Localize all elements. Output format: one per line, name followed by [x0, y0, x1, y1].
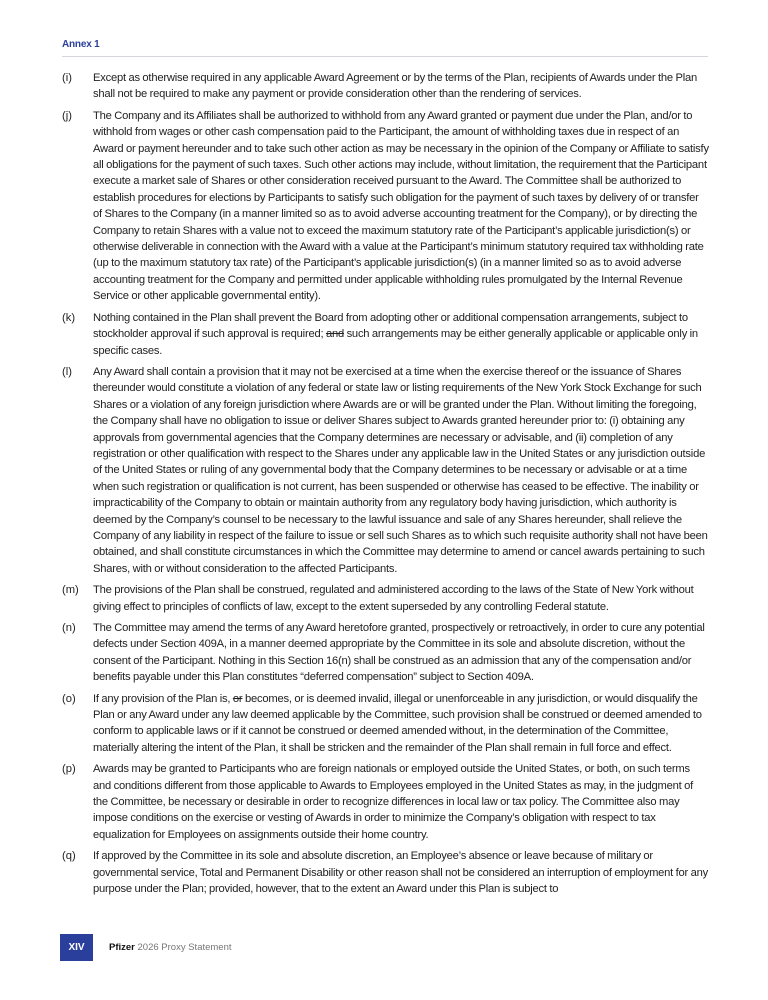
header-divider [62, 56, 708, 57]
clause-text [93, 691, 710, 757]
clause-q [62, 848, 710, 897]
page-footer [60, 934, 232, 961]
struck-word: or [232, 692, 243, 705]
clause-label: (l) [62, 365, 72, 378]
document-body [62, 70, 710, 903]
clause-text: Any Award shall contain a provision that it may not be exercised at a time when the exercise thereof or the issuance of Shares thereunder would constitute a violation of any federal or state law or listing requirements of the New York Stock Exchange for such Shares or a violation of any foreign jurisdiction where Awards are or will be granted under the Plan. Without limiting the foregoing, the Company shall have no obligation to issue or deliver Shares subject to Awards granted hereunder prior to: (i) obtaining any approvals from governmental agencies that the Company determines are necessary or advisable, and (ii) completion of any registration or other qualification with respect to the Shares under any applicable law in the United States or any jurisdiction outside of the United States or ruling of any governmental body that the Company determines to be necessary or advisable or at a time when such registration or qualification is not current, has been suspended or otherwise has ceased to be effective. The inability or impracticability of the Company to obtain or maintain authority from any regulatory body having jurisdiction, which authority is deemed by the Company’s counsel to be necessary to the lawful issuance and sale of any Shares hereunder, shall relieve the Company of any liability in respect of the failure to issue or sell such Shares as to which such requisite authority shall not have been obtained, and shall constitute circumstances in which the Committee may determine to amend or cancel awards pertaining to such Shares, with or without consideration to the affected Participants. [93, 365, 708, 575]
clause-o [62, 691, 710, 757]
clause-l [62, 364, 710, 577]
clause-label: (o) [62, 692, 76, 705]
clause-text-after: such arrangements may be either generally applicable or applicable only in specific cases. [93, 328, 698, 357]
clause-text: The Committee may amend the terms of any Award heretofore granted, prospectively or retroactively, in order to cure any potential defects under Section 409A, in a manner deemed appropriate by the Committee in its sole and absolute discretion, without the consent of the Participant. Nothing in this Section 16(n) shall be construed as an admission that any of the compensation and/or benefits payable under this Plan constitutes “deferred compensation” subject to Section 409A. [93, 622, 705, 684]
clause-i [62, 70, 710, 103]
clause-label: (k) [62, 311, 76, 324]
page-header [62, 39, 708, 57]
footer-doc-title [109, 942, 232, 953]
clause-j [62, 108, 710, 305]
section-title: Annex 1 [62, 39, 100, 50]
clause-label: (i) [62, 72, 72, 84]
clause-text: The provisions of the Plan shall be construed, regulated and administered according to the laws of the State of New York without giving effect to principles of conflicts of law, except to the extent superseded by any controlling Federal statute. [93, 584, 694, 613]
clause-label: (m) [62, 584, 79, 597]
clause-text: The Company and its Affiliates shall be authorized to withhold from any Award granted or payment due under the Plan, and/or to withhold from wages or other cash compensation paid to the Participant, the amount of withholding taxes due in respect of an Award or payment hereunder and to take such other action as may be necessary in the opinion of the Company or Affiliate to satisfy all obligations for the payment of such taxes. Such other actions may include, without limitation, the requirement that the Participant execute a market sale of Shares or other consideration received pursuant to the Award. The Committee shall be authorized to establish procedures for elections by Participants to satisfy such obligation for the payment of such taxes by delivery of or transfer of Shares to the Company (in a manner limited so as to avoid adverse accounting treatment for the Company), or by directing the Company to retain Shares with a value not to exceed the maximum statutory rate of the Participant’s applicable jurisdiction(s) or otherwise deliverable in connection with the Award with a value at the Participant’s minimum statutory required tax withholding rate (up to the maximum statutory tax rate) of the Participant’s applicable jurisdiction(s) (in a manner limited so as to avoid adverse accounting treatment for the Company and permitted under applicable withholding rules promulgated by the Internal Revenue Service or other applicable governmental entity). [93, 109, 709, 303]
clause-text-before: Nothing contained in the Plan shall prevent the Board from adopting other or additional compensation arrangements, subject to stockholder approval if such approval is required; [93, 311, 688, 341]
clause-m [62, 582, 710, 615]
clause-label: (n) [62, 622, 76, 634]
clause-text [93, 310, 710, 359]
clause-p [62, 761, 710, 843]
clause-text-before: If any provision of the Plan is, [93, 692, 231, 705]
clause-label: (j) [62, 109, 72, 122]
clause-text: Except as otherwise required in any applicable Award Agreement or by the terms of the Plan, recipients of Awards under the Plan shall not be required to make any payment or provide consideration other than the rendering of services. [93, 72, 698, 101]
clause-text-after: becomes, or is deemed invalid, illegal or unenforceable in any jurisdiction, or would disqualify the Plan or any Award under any law deemed applicable by the Committee, such provision shall be construed or deemed amended to conform to applicable laws or if it cannot be construed or deemed amended without, in the determination of the Committee, materially altering the intent of the Plan, it shall be stricken and the remainder of the Plan shall remain in full force and effect. [93, 692, 702, 754]
clause-label: (p) [62, 763, 76, 776]
brand-name: Pfizer [109, 942, 135, 953]
clause-text: Awards may be granted to Participants who are foreign nationals or employed outside the United States, or both, on such terms and conditions different from those applicable to Awards to Employees employed in the United States as may, in the judgment of the Committee, be necessary or desirable in order to recognize differences in local law or tax policy. The Committee also may impose conditions on the exercise or vesting of Awards in order to minimize the Company’s obligation with respect to tax equalization for Employees on assignments outside their home country. [93, 763, 693, 841]
clause-text: If approved by the Committee in its sole and absolute discretion, an Employee’s absence or leave because of military or governmental service, Total and Permanent Disability or other reason shall not be considered an interruption of employment for any purpose under the Plan; provided, however, that to the extent an Award under this Plan is subject to [93, 850, 709, 896]
clause-k [62, 310, 710, 359]
page-number-badge: XIV [60, 934, 93, 961]
clause-label: (q) [62, 850, 76, 863]
struck-word: and [325, 328, 344, 341]
document-title: 2026 Proxy Statement [137, 942, 232, 953]
clause-n [62, 620, 710, 686]
